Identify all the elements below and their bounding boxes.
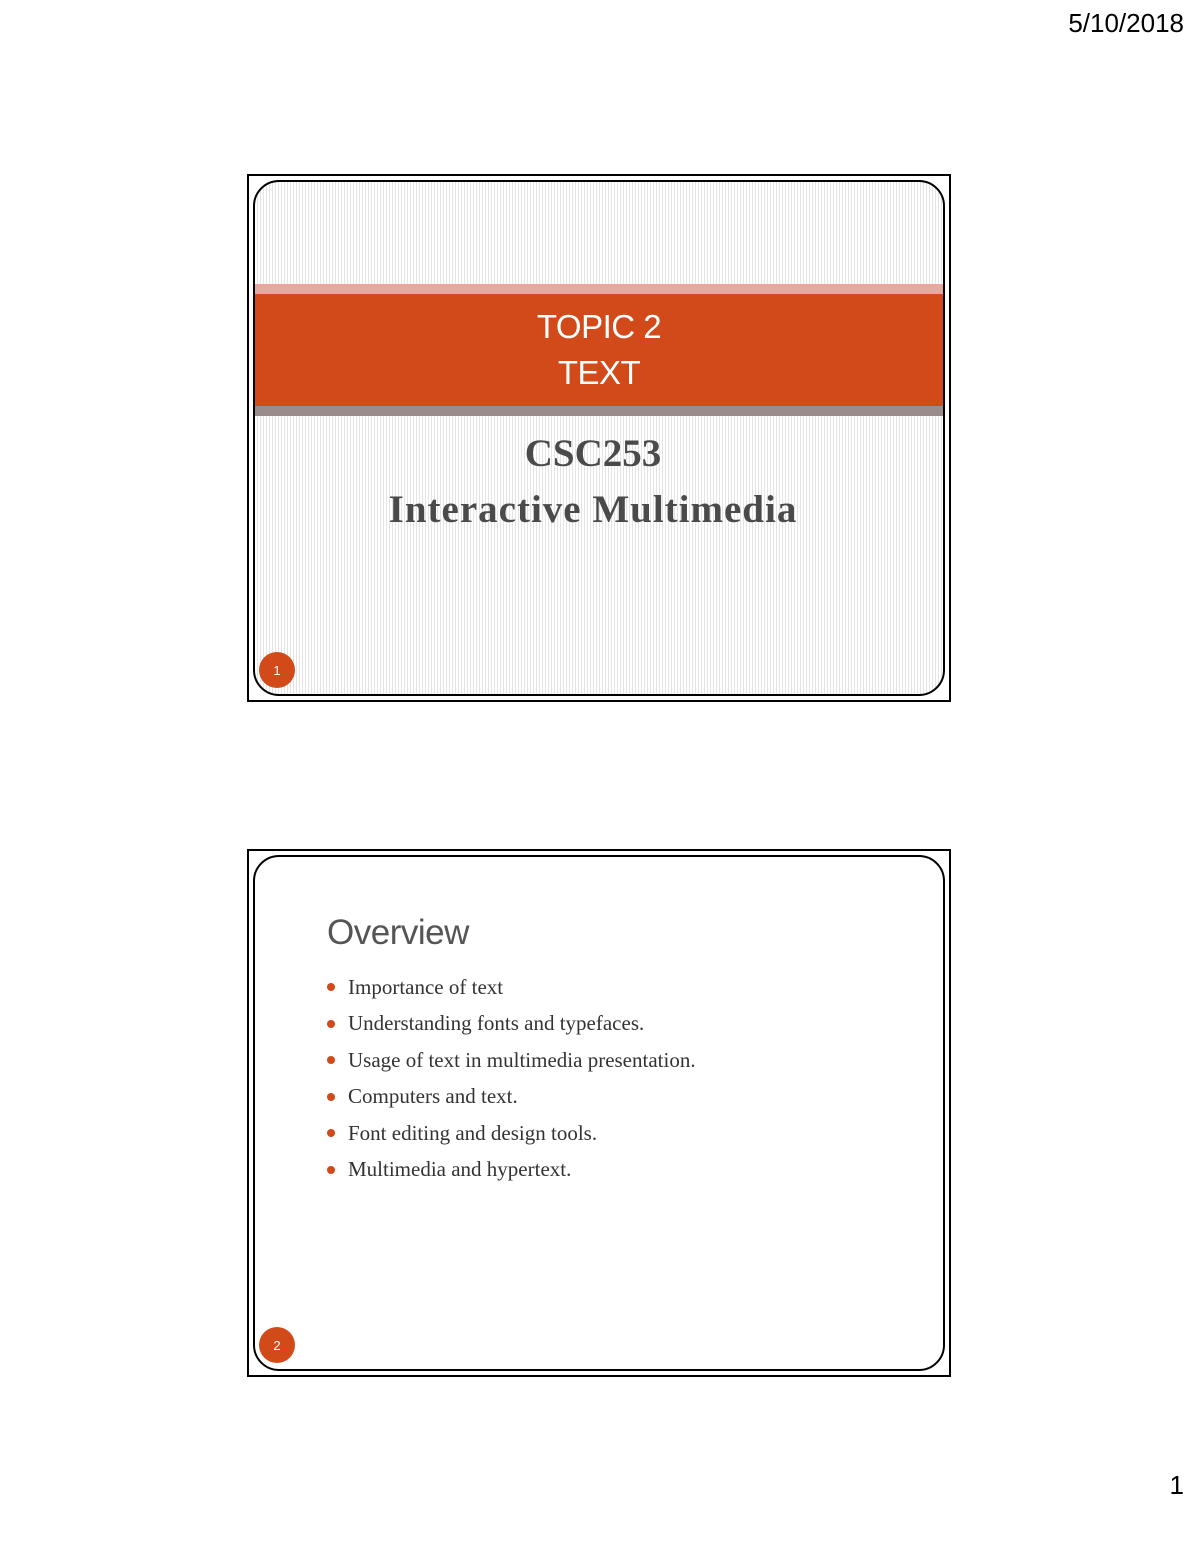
list-item [327, 1115, 696, 1152]
title-band [255, 294, 943, 406]
list-item [327, 1152, 696, 1189]
bullet-dot-icon [327, 1020, 335, 1028]
bullet-dot-icon [327, 1093, 335, 1101]
slide-title: Overview [327, 913, 469, 952]
list-item-text: Importance of text [348, 974, 504, 999]
title-band-top-stripe [255, 284, 943, 294]
bullet-dot-icon [327, 1129, 335, 1137]
course-code: CSC253 [524, 432, 662, 475]
bullet-dot-icon [327, 1056, 335, 1064]
list-item [327, 1006, 696, 1043]
slide-1 [253, 180, 945, 696]
course-name: Interactive Multimedia [388, 488, 798, 531]
list-item [327, 1079, 696, 1116]
bullet-dot-icon [327, 1166, 335, 1174]
slide-number-badge: 2 [259, 1327, 295, 1363]
bullet-dot-icon [327, 983, 335, 991]
slide-subtitle [255, 428, 943, 540]
slide-2 [253, 855, 945, 1371]
slide-1-frame [247, 174, 951, 702]
list-item-text: Font editing and design tools. [348, 1120, 598, 1145]
print-date: 5/10/2018 [1068, 8, 1184, 38]
bullet-list [327, 969, 696, 1188]
list-item [327, 969, 696, 1006]
slide-title-line-2: TEXT [557, 354, 641, 391]
list-item-text: Usage of text in multimedia presentation. [348, 1047, 696, 1072]
list-item-text: Computers and text. [348, 1084, 518, 1109]
slide-number-badge: 1 [259, 652, 295, 688]
slide-title-line-1: TOPIC 2 [536, 308, 662, 345]
list-item-text: Understanding fonts and typefaces. [348, 1011, 645, 1036]
slide-2-frame [247, 849, 951, 1377]
list-item [327, 1042, 696, 1079]
page-number: 1 [1169, 1470, 1184, 1500]
list-item-text: Multimedia and hypertext. [348, 1157, 572, 1182]
title-band-bottom-stripe [255, 406, 943, 416]
